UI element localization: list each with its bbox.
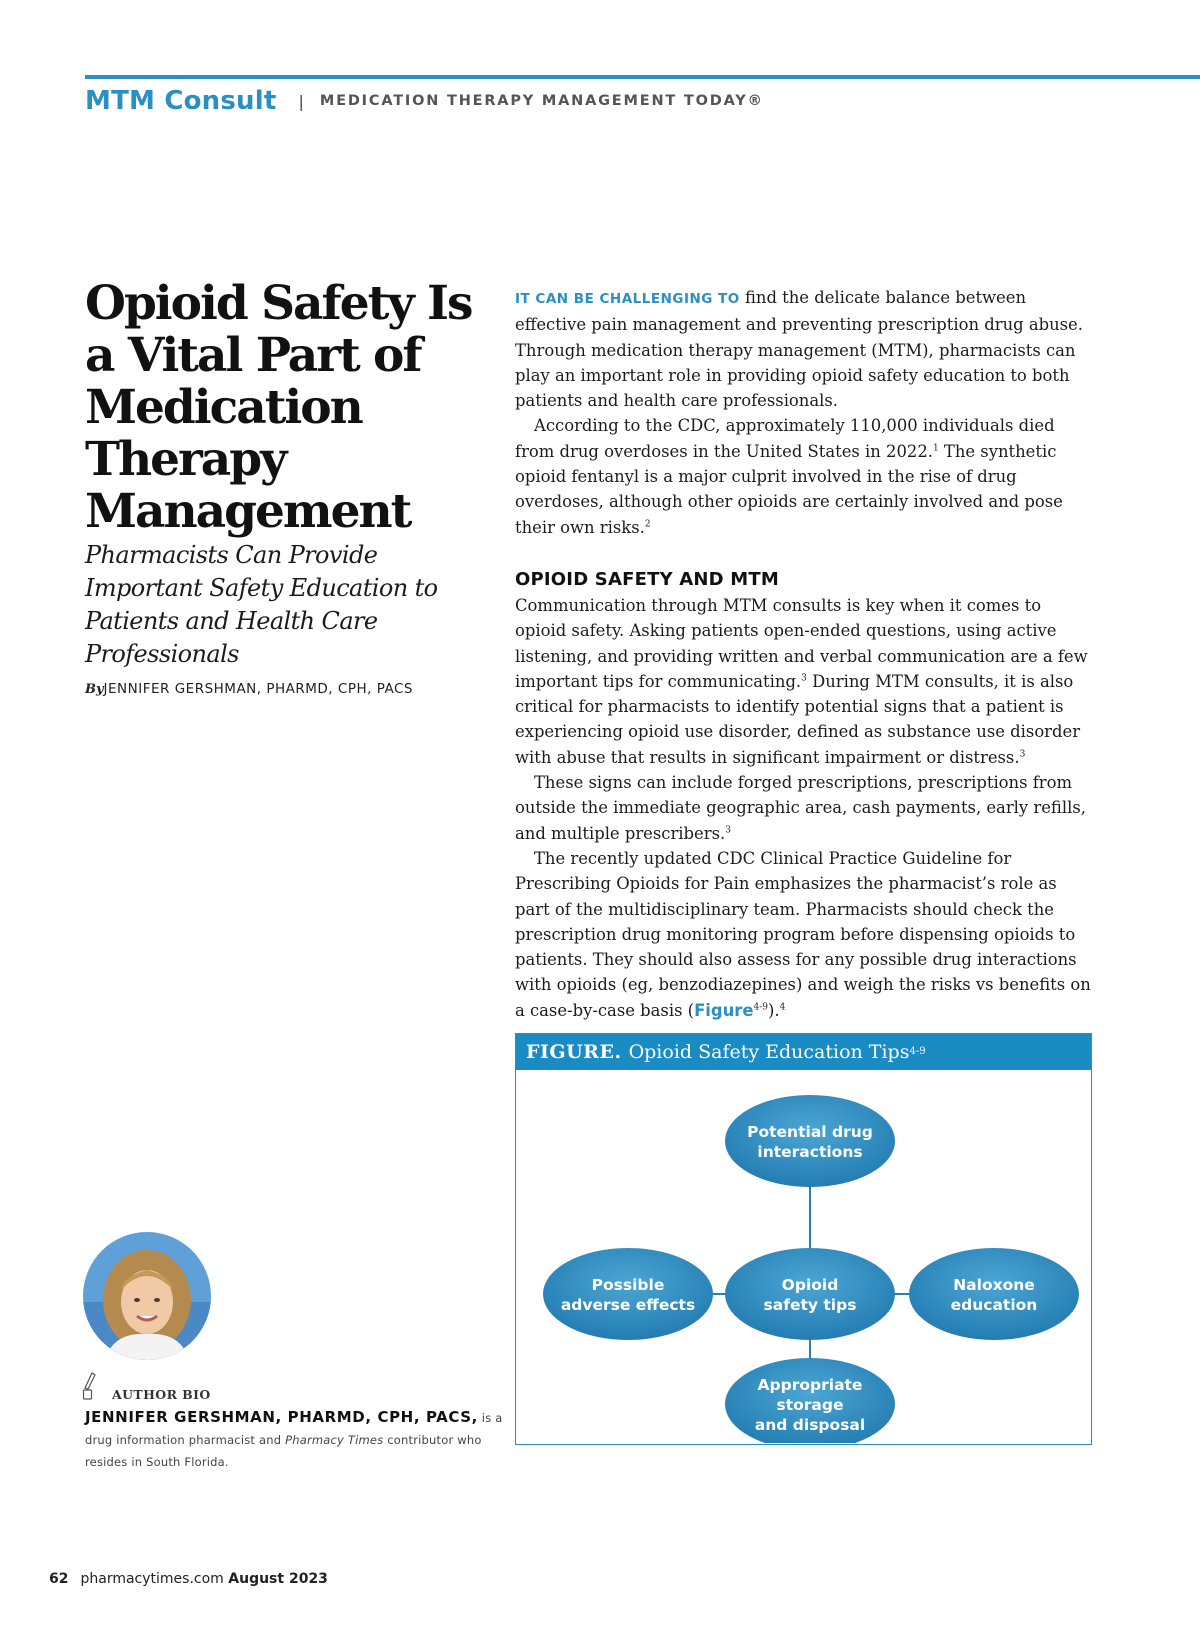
author-bio xyxy=(85,1406,505,1473)
diagram-oval xyxy=(725,1248,895,1340)
diagram-node-label: adverse effects xyxy=(560,1296,696,1314)
byline-prefix: By xyxy=(85,682,104,697)
diagram-oval xyxy=(543,1248,713,1340)
paragraph xyxy=(515,413,1095,539)
paragraph-text: According to the CDC, approximately 110,000 individuals died from drug overdoses in the United States in 2022. xyxy=(515,416,1055,461)
author-photo xyxy=(83,1232,211,1360)
citation-ref: 4-9 xyxy=(753,1002,769,1013)
pen-icon xyxy=(82,1372,96,1400)
page-footer xyxy=(49,1571,328,1587)
citation-ref: 3 xyxy=(1019,749,1026,760)
paragraph xyxy=(515,846,1095,1023)
section-title: MEDICATION THERAPY MANAGEMENT TODAY® xyxy=(319,93,764,109)
publication-name: Pharmacy Times xyxy=(285,1433,384,1447)
paragraph-text: ). xyxy=(768,1000,780,1020)
diagram-node-bottom xyxy=(725,1358,895,1443)
paragraph xyxy=(515,593,1095,770)
author-bio-text: contributor who resides in South Florida. xyxy=(85,1433,482,1469)
figure-label: FIGURE. xyxy=(526,1041,622,1063)
author-bio-label: AUTHOR BIO xyxy=(112,1387,211,1402)
citation-ref: 2 xyxy=(644,519,651,530)
diagram-node-label: Naloxone xyxy=(953,1276,1035,1294)
figure-diagram xyxy=(516,1070,1090,1443)
byline-author: JENNIFER GERSHMAN, PHARMD, CPH, PACS xyxy=(103,681,413,697)
diagram-node-label: interactions xyxy=(757,1143,863,1161)
diagram-node-label: Possible xyxy=(591,1276,665,1294)
citation-ref: 4 xyxy=(779,1002,786,1013)
lead-in: IT CAN BE CHALLENGING TO xyxy=(515,291,740,307)
diagram-node-left xyxy=(543,1248,713,1340)
paragraph xyxy=(515,770,1095,846)
paragraph-text: Communication through MTM consults is key when it comes to opioid safety. Asking patients open-ended questions, using active listening, and providing written and verbal communication are a few important tips for communicating. xyxy=(515,595,1088,691)
article-body xyxy=(515,285,1095,1023)
diagram-node-right xyxy=(909,1248,1079,1340)
figure-title: Opioid Safety Education Tips xyxy=(628,1041,910,1063)
diagram-node-label: storage xyxy=(776,1396,844,1414)
diagram-node-label: education xyxy=(950,1296,1038,1314)
paragraph-text: These signs can include forged prescriptions, prescriptions from outside the immediate geographic area, cash payments, early refills, and multiple prescribers. xyxy=(515,773,1086,843)
column-brand: MTM Consult xyxy=(85,86,277,116)
citation-ref: 3 xyxy=(801,673,807,684)
paragraph xyxy=(515,285,1095,413)
section-heading: OPIOID SAFETY AND MTM xyxy=(515,568,779,590)
diagram-node-label: Appropriate xyxy=(757,1376,863,1394)
diagram-node-top xyxy=(725,1095,895,1187)
footer-issue: August 2023 xyxy=(228,1571,328,1587)
paragraph-text: The synthetic opioid fentanyl is a major culprit involved in the rise of drug overdoses, although other opioids are certainly involved and pose their own risks. xyxy=(515,441,1063,537)
figure-link[interactable]: Figure xyxy=(694,1000,754,1020)
footer-site: pharmacytimes.com xyxy=(80,1571,224,1587)
citation-ref: 1 xyxy=(932,443,939,454)
page-number: 62 xyxy=(49,1571,69,1587)
diagram-node-label: Potential drug xyxy=(747,1123,873,1141)
paragraph-text: The recently updated CDC Clinical Practice Guideline for Prescribing Opioids for Pain emphasizes the pharmacist’s role as part of the multidisciplinary team. Pharmacists should check the prescription drug monitoring program before dispensing opioids to patients. They should also assess for any possible drug interactions with opioids (eg, benzodiazepines) and weigh the risks vs benefits on a case-by-case basis ( xyxy=(515,848,1091,1020)
citation-ref: 3 xyxy=(725,825,731,836)
header-separator: | xyxy=(298,91,304,111)
diagram-oval xyxy=(909,1248,1079,1340)
paragraph-text: find the delicate balance between effective pain management and preventing prescription drug abuse. Through medication therapy management (MTM), pharmacists can play an important role in providing opioid safety education to both patients and health care professionals. xyxy=(515,288,1083,411)
running-header xyxy=(85,86,764,116)
diagram-node-label: Opioid xyxy=(781,1276,839,1294)
diagram-node-center xyxy=(725,1248,895,1340)
figure-header: FIGURE. Opioid Safety Education Tips 4-9 xyxy=(516,1034,1091,1070)
article-title: Opioid Safety Is a Vital Part of Medication Therapy Management xyxy=(85,276,472,539)
author-bio-name: JENNIFER GERSHMAN, PHARMD, CPH, PACS, xyxy=(85,1408,478,1426)
author-bio-text: is a drug information pharmacist and xyxy=(85,1411,503,1447)
diagram-node-label: safety tips xyxy=(763,1296,857,1314)
diagram-node-label: and disposal xyxy=(754,1416,866,1434)
diagram-oval xyxy=(725,1095,895,1187)
header-rule xyxy=(85,75,1200,79)
article-subtitle: Pharmacists Can Provide Important Safety Education to Patients and Health Care Professionals xyxy=(85,541,438,668)
figure xyxy=(515,1033,1092,1445)
byline xyxy=(85,681,413,697)
paragraph-text: During MTM consults, it is also critical for pharmacists to identify potential signs that a patient is experiencing opioid use disorder, defined as substance use disorder with abuse that results in significant impairment or distress. xyxy=(515,671,1081,767)
